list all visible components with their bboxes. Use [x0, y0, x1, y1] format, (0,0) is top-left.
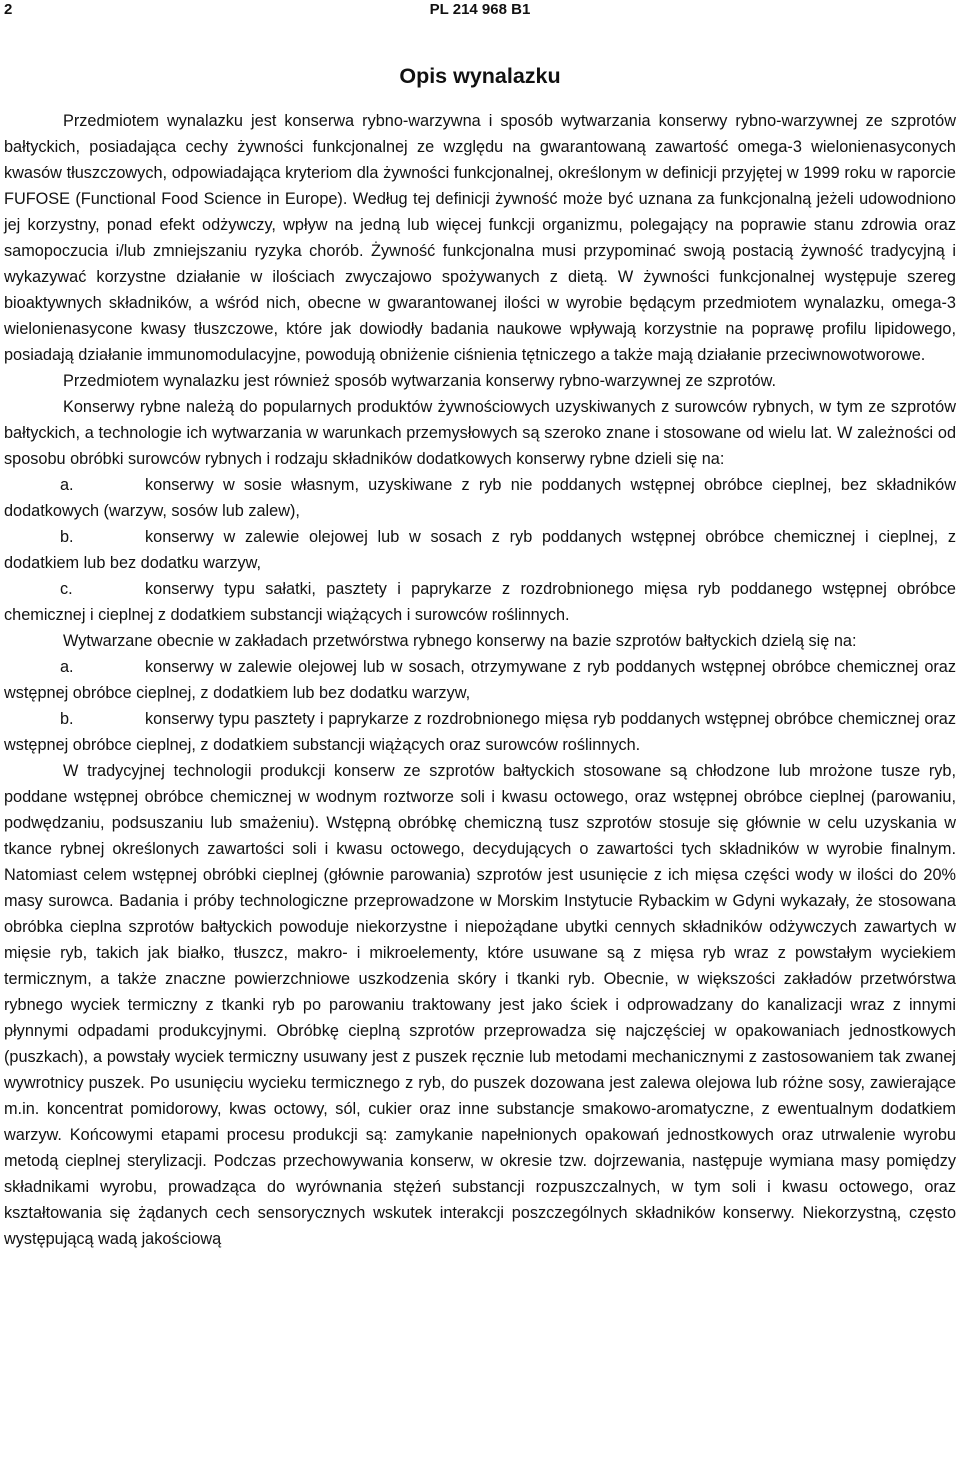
patent-number: PL 214 968 B1: [429, 1, 531, 18]
list-item: [4, 654, 956, 706]
list-item: [4, 472, 956, 524]
paragraph-method: Przedmiotem wynalazku jest również sposób wytwarzania konserwy rybno-warzywnej ze szprotów.: [63, 372, 777, 390]
list-item-text: konserwy w zalewie olejowej lub w sosach, otrzymywane z ryb poddanych wstępnej obróbce chemicznej oraz wstępnej obróbce cieplnej, z dodatkiem lub bez dodatku warzyw,: [4, 658, 956, 702]
list-marker: a.: [60, 476, 74, 494]
document-title: Opis wynalazku: [399, 64, 561, 88]
list-marker: b.: [60, 710, 74, 728]
list-item: [4, 706, 956, 758]
list-item-text: konserwy typu pasztety i paprykarze z rozdrobnionego mięsa ryb poddanych wstępnej obróbce chemicznej oraz wstępnej obróbce cieplnej, z dodatkiem substancji wiążących oraz surowców roślinnych.: [4, 710, 956, 754]
paragraph-traditional-technology: W tradycyjnej technologii produkcji konserw ze szprotów bałtyckich stosowane są chłodzone lub mrożone tusze ryb, poddane wstępnej obróbce chemicznej w wodnym roztworze soli i kwasu octowego, oraz wstępnej obróbce cieplnej (parowaniu, podwędzaniu, podsuszaniu lub smażeniu). Wstępną obróbkę chemiczną tusz szprotów stosuje się głównie w celu uzyskania w tkance rybnej określonych zawartości soli i kwasu octowego, decydujących o zawartości tych składników w wyrobie finalnym. Natomiast celem wstępnej obróbki cieplnej (głównie parowania) szprotów jest usunięcie z ich mięsa części wody w ilości do 20% masy surowca. Badania i próby technologiczne przeprowadzone w Morskim Instytucie Rybackim w Gdyni wykazały, że stosowana obróbka cieplna szprotów bałtyckich powoduje niekorzystne i niepożądane ubytki cennych składników odżywczych zawartych w mięsie ryb, takich jak białko, tłuszcz, makro- i mikroelementy, które usuwane są z mięsa ryb wraz z powstałym wyciekiem termicznym, a także znaczne powierzchniowe uszkodzenia skóry i tkanki ryb. Obecnie, w większości zakładów przetwórstwa rybnego wyciek termiczny z tkanki ryb po parowaniu traktowany jest jako ściek i odprowadzany do kanalizacji wraz z innymi płynnymi odpadami produkcyjnymi. Obróbkę cieplną szprotów przeprowadza się najczęściej w opakowaniach jednostkowych (puszkach), a powstały wyciek termiczny usuwany jest z puszek ręcznie lub metodami mechanicznymi z zastosowaniem tak zwanej wywrotnicy puszek. Po usunięciu wycieku termicznego z ryb, do puszek dozowana jest zalewa olejowa lub różne sosy, zawierające m.in. koncentrat pomidorowy, kwas octowy, sól, cukier oraz inne substancje smakowo-aromatyczne, z ewentualnym dodatkiem warzyw. Końcowymi etapami procesu produkcji są: zamykanie napełnionych opakowań jednostkowych oraz utrwalenie wyrobu metodą cieplnej sterylizacji. Podczas przechowywania konserw, w okresie tzw. dojrzewania, następuje wymiana masy pomiędzy składnikami wyrobu, prowadząca do wyrównania stężeń substancji rozpuszczalnych, w tym soli i kwasu octowego, oraz kształtowania się żądanych cech sensorycznych wskutek interakcji poszczególnych składników konserwy. Niekorzystną, często występującą wadą jakościową: [4, 762, 956, 1248]
page-header: [4, 0, 956, 20]
list-marker: a.: [60, 658, 74, 676]
paragraph-current-production: Wytwarzane obecnie w zakładach przetwórstwa rybnego konserwy na bazie szprotów bałtyckich dzielą się na:: [63, 632, 857, 650]
list-item-text: konserwy w zalewie olejowej lub w sosach z ryb poddanych wstępnej obróbce chemicznej i cieplnej, z dodatkiem lub bez dodatku warzyw,: [4, 528, 956, 572]
list-item: [4, 524, 956, 576]
paragraph-canned-fish: Konserwy rybne należą do popularnych produktów żywnościowych uzyskiwanych z surowców rybnych, w tym ze szprotów bałtyckich, a technologie ich wytwarzania w warunkach przemysłowych są szeroko znane i stosowane od wielu lat. W zależności od sposobu obróbki surowców rybnych i rodzaju składników dodatkowych konserwy rybne dzieli się na:: [4, 398, 956, 468]
list-marker: b.: [60, 528, 74, 546]
list-item-text: konserwy typu sałatki, pasztety i paprykarze z rozdrobnionego mięsa ryb poddanego wstępnej obróbce chemicznej i cieplnej z dodatkiem substancji wiążących i surowców roślinnych.: [4, 580, 956, 624]
paragraph-intro: Przedmiotem wynalazku jest konserwa rybno-warzywna i sposób wytwarzania konserwy rybno-warzywnej ze szprotów bałtyckich, posiadająca cechy żywności funkcjonalnej ze względu na gwarantowaną zawartość omega-3 wielonienasyconych kwasów tłuszczowych, odpowiadająca kryteriom dla żywności funkcjonalnej, określonym w definicji przyjętej w 1999 roku w raporcie FUFOSE (Functional Food Science in Europe). Według tej definicji żywność może być uznana za funkcjonalną jeżeli udowodniono jej korzystny, ponad efekt odżywczy, wpływ na jedną lub więcej funkcji organizmu, polegający na poprawie stanu zdrowia oraz samopoczucia i/lub zmniejszaniu ryzyka chorób. Żywność funkcjonalna musi przypominać swoją postacią żywność tradycyjną i wykazywać korzystne działanie w ilościach zwyczajowo spożywanych z dietą. W żywności funkcjonalnej występuje szereg bioaktywnych składników, a wśród nich, obecne w gwarantowanej ilości w wyrobie będącym przedmiotem wynalazku, omega-3 wielonienasycone kwasy tłuszczowe, które jak dowiodły badania naukowe wpływają korzystnie na poprawę profilu lipidowego, posiadają działanie immunomodulacyjne, powodują obniżenie ciśnienia tętniczego a także mają działanie przeciwnowotworowe.: [4, 112, 956, 364]
list-marker: c.: [60, 580, 73, 598]
list-item-text: konserwy w sosie własnym, uzyskiwane z ryb nie poddanych wstępnej obróbce cieplnej, bez składników dodatkowych (warzyw, sosów lub zalew),: [4, 476, 956, 520]
page-number: 2: [4, 1, 13, 18]
list-item: [4, 576, 956, 628]
document-body: [4, 108, 956, 1252]
